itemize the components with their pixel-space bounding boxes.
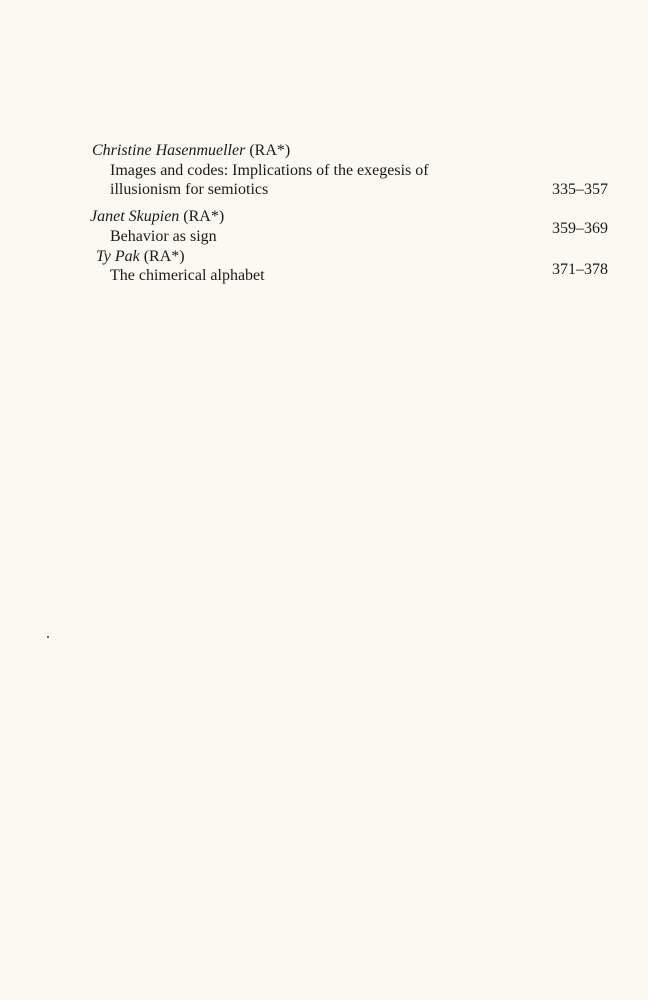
article-title: illusionism for semiotics xyxy=(110,181,269,198)
author-role: (RA*) xyxy=(183,208,225,225)
author-name: Janet Skupien xyxy=(90,208,180,225)
author-line xyxy=(96,247,185,267)
page-range: 335–357 xyxy=(552,181,608,198)
author-role: (RA*) xyxy=(249,142,291,159)
author-role: (RA*) xyxy=(143,248,185,265)
author-line xyxy=(92,141,290,161)
page-range: 359–369 xyxy=(552,220,608,237)
article-title: Images and codes: Implications of the exegesis of xyxy=(110,162,429,179)
paper-speck xyxy=(47,636,49,638)
article-title: The chimerical alphabet xyxy=(110,267,265,284)
author-name: Christine Hasenmueller xyxy=(92,142,246,159)
author-line xyxy=(90,207,224,227)
article-title: Behavior as sign xyxy=(110,228,217,245)
author-name: Ty Pak xyxy=(96,248,140,265)
page-range: 371–378 xyxy=(552,261,608,278)
